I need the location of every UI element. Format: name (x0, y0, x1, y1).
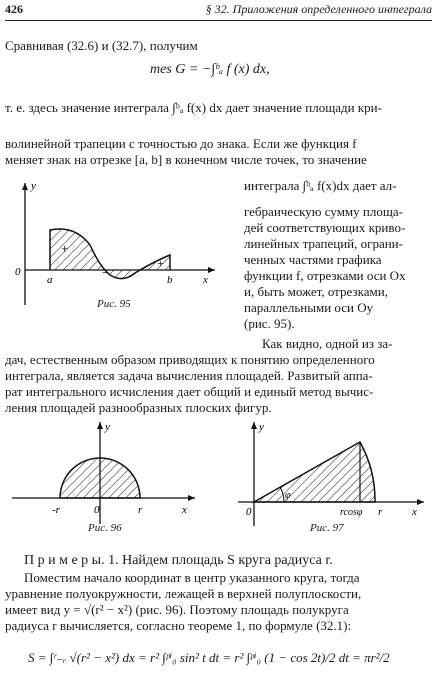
fig95-x-label: x (203, 274, 208, 286)
fig95-plus-sign-left: + (61, 241, 69, 256)
examples-line4: имеет вид y = √(r² − x²) (рис. 96). Поэтому площадь полукруга (5, 602, 349, 617)
fig96-r-label: r (138, 504, 143, 516)
para2-line3: интеграла, является задача вычисления площадей. Развитый аппа- (5, 368, 373, 383)
examples-heading: П р и м е р ы. 1. Найдем площадь S круга радиуса r. (24, 553, 333, 568)
section-title: § 32. Приложения определенного интеграла (205, 2, 432, 16)
intro-line: Сравнивая (32.6) и (32.7), получим (5, 38, 198, 53)
formula-mes-g: mes G = −∫ᵇₐ f (x) dx, (150, 62, 270, 77)
fig97-x-label: x (412, 506, 417, 518)
fig97-origin-label: 0 (246, 506, 252, 518)
para2-line4: рат интегрального исчисления дает общий и единый метод вычис- (5, 384, 374, 399)
fig97-rcos-label: rcosφ (340, 507, 363, 518)
para2-line1: Как видно, одной из за- (262, 336, 393, 351)
page-number: 426 (5, 2, 23, 16)
fig95-origin-label: 0 (15, 266, 21, 278)
fig96-caption: Рис. 96 (88, 522, 122, 534)
para1-line1: т. е. здесь значение интеграла ∫ᵇₐ f(x) dx дает значение площади кри- (5, 100, 382, 115)
book-page: 426 § 32. Приложения определенного интеграла Сравнивая (32.6) и (32.7), получим mes G = −∫ᵇₐ f (x) dx, т. е. здесь значение интеграла ∫ᵇₐ f(x) dx дает значение площади кри- волинейной трапеции с точностью до знака. Если же функция f меняет знак на отрезке [a, b] в конечном числе точек, то значение y 0 a b x + − + Рис. 95 интеграла ∫ᵇₐ f(x)dx дает ал- гебраическую сумму площа- дей соответствующих криво- линейных трапеций, ограни- ченных частями графика функции f, отрезками оси Ox и, быть может, отрезками, параллельными оси Oy (рис. 95). Как видно, одной из за- дач, естественным образом приводящих к понятию определенного интеграла, является задача вычисления площадей. Развитый аппа- рат интегрального исчисления дает общий и единый метод вычис- ления площадей разнообразных плоских фигур. y -r 0 r x Рис. 96 y 0 φ rcosφ r x Рис. 97 П р и м е р ы. 1. Найдем площадь S круга радиуса r. Поместим начало координат в центр указанного круга, тогда уравнение полуокружности, лежащей в верхней полуплоскости, имеет вид y = √(r² − x²) (рис. 96). Поэтому площадь полукруга радиуса r вычисляется, согласно теореме 1, по формуле (32.1): S = ∫ʳ₋ᵣ √(r² − x²) dx = r² ∫ᵖⁱ₀ sin² t dt = r² ∫ᵖⁱ₀ (1 − cos 2t)/2 dt = πr²/2 (5, 2, 432, 665)
para1-line2: волинейной трапеции с точностью до знака. Если же функция f (5, 136, 357, 151)
fig96-x-label: x (182, 504, 187, 516)
para2-line2: дач, естественным образом приводящих к понятию определенного (5, 352, 375, 367)
para1-line3: меняет знак на отрезке [a, b] в конечном числе точек, то значение (5, 152, 367, 167)
fig97-y-label: y (259, 421, 264, 433)
fig97-caption: Рис. 97 (310, 522, 344, 534)
final-formula: S = ∫ʳ₋ᵣ √(r² − x²) dx = r² ∫ᵖⁱ₀ sin² t dt = r² ∫ᵖⁱ₀ (1 − cos 2t)/2 dt = πr²/2 (28, 650, 390, 665)
figure-97 (232, 418, 432, 530)
fig95-minus-sign: − (102, 265, 110, 280)
fig96-origin-label: 0 (94, 504, 100, 516)
fig97-r-label: r (378, 506, 383, 518)
fig95-caption: Рис. 95 (97, 298, 131, 310)
fig97-phi-label: φ (285, 490, 291, 501)
examples-line5: радиуса r вычисляется, согласно теореме 1, по формуле (32.1): (5, 618, 352, 633)
figure-95 (5, 175, 223, 310)
fig96-y-label: y (105, 421, 110, 433)
fig95-plus-sign-right: + (157, 256, 164, 270)
examples-line2: Поместим начало координат в центр указанного круга, тогда (24, 570, 360, 585)
fig95-b-label: b (167, 274, 173, 286)
examples-line3: уравнение полуокружности, лежащей в верхней полуплоскости, (5, 586, 362, 601)
para2-line5: ления площадей разнообразных плоских фигур. (5, 400, 272, 415)
fig95-a-label: a (47, 274, 53, 286)
figure-96 (10, 418, 205, 530)
page-header (5, 2, 432, 21)
fig95-y-label: y (31, 180, 36, 192)
fig96-neg-r-label: -r (52, 504, 60, 516)
